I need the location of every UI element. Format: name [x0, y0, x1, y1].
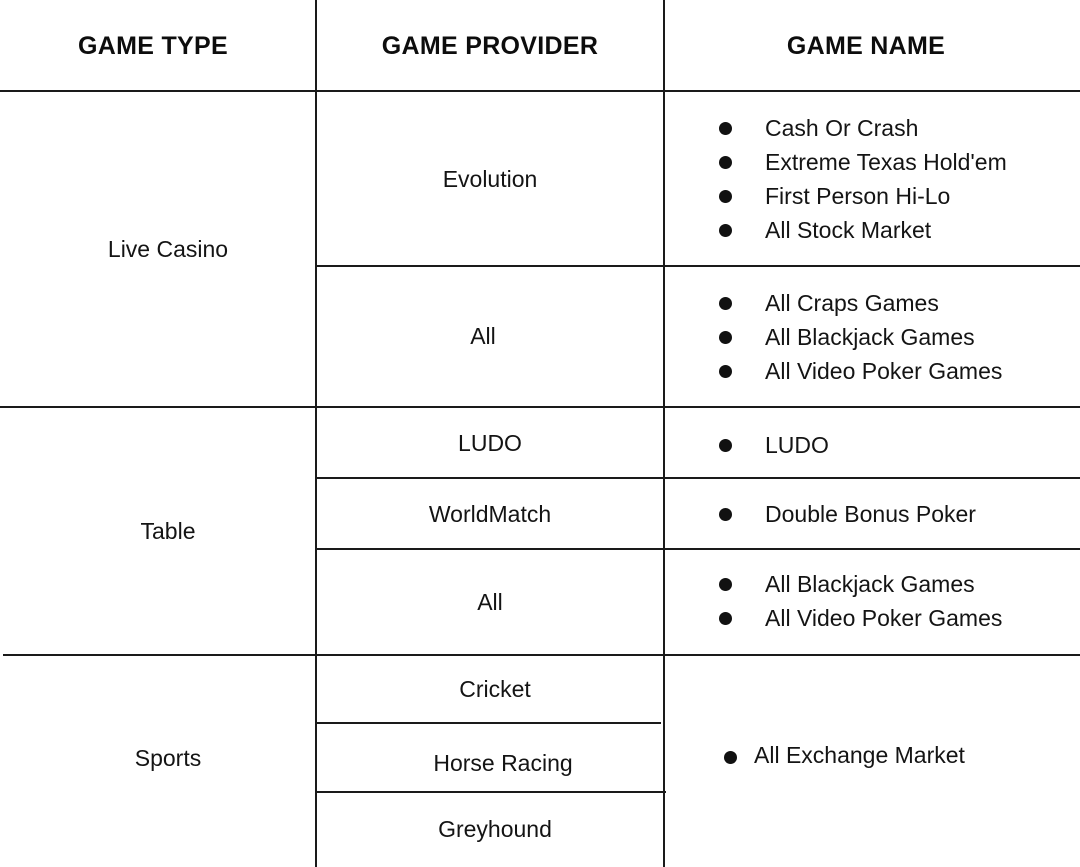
game-list-all-live-casino	[719, 286, 1002, 388]
bullet-icon	[719, 156, 732, 169]
bullet-icon	[719, 365, 732, 378]
list-item: All Blackjack Games	[719, 320, 1002, 354]
list-item: All Craps Games	[719, 286, 1002, 320]
bullet-icon	[724, 751, 737, 764]
game-list-all-table	[719, 567, 1002, 635]
list-item: All Blackjack Games	[719, 567, 1002, 601]
bullet-icon	[719, 508, 732, 521]
list-item: All Video Poker Games	[719, 601, 1002, 635]
provider-cricket: Cricket	[459, 676, 531, 702]
list-item: All Exchange Market	[724, 738, 965, 772]
header-game-name: GAME NAME	[786, 31, 946, 60]
game-type-live-casino: Live Casino	[107, 235, 229, 262]
provider-all-live-casino: All	[470, 323, 496, 349]
list-item: All Video Poker Games	[719, 354, 1002, 388]
bullet-icon	[719, 297, 732, 310]
header-game-provider: GAME PROVIDER	[381, 31, 599, 60]
provider-horse-racing: Horse Racing	[433, 749, 573, 776]
bullet-icon	[719, 612, 732, 625]
game-list-ludo	[719, 428, 829, 462]
provider-ludo: LUDO	[458, 429, 522, 456]
bullet-icon	[719, 224, 732, 237]
header-game-type: GAME TYPE	[78, 31, 228, 60]
game-type-sports: Sports	[134, 745, 202, 771]
game-type-table: Table	[140, 517, 196, 544]
provider-worldmatch: WorldMatch	[428, 500, 552, 527]
list-item: Double Bonus Poker	[719, 497, 976, 531]
list-item: Extreme Texas Hold'em	[719, 145, 1007, 179]
provider-greyhound: Greyhound	[438, 815, 552, 842]
provider-evolution: Evolution	[442, 165, 538, 192]
list-item: Cash Or Crash	[719, 111, 1007, 145]
game-list-worldmatch	[719, 497, 976, 531]
bullet-icon	[719, 439, 732, 452]
bullet-icon	[719, 122, 732, 135]
game-list-evolution	[719, 111, 1007, 247]
list-item: LUDO	[719, 428, 829, 462]
provider-all-table: All	[477, 588, 503, 615]
game-list-sports	[724, 738, 965, 772]
list-item: First Person Hi-Lo	[719, 179, 1007, 213]
list-item: All Stock Market	[719, 213, 1007, 247]
bullet-icon	[719, 190, 732, 203]
bullet-icon	[719, 331, 732, 344]
bullet-icon	[719, 578, 732, 591]
